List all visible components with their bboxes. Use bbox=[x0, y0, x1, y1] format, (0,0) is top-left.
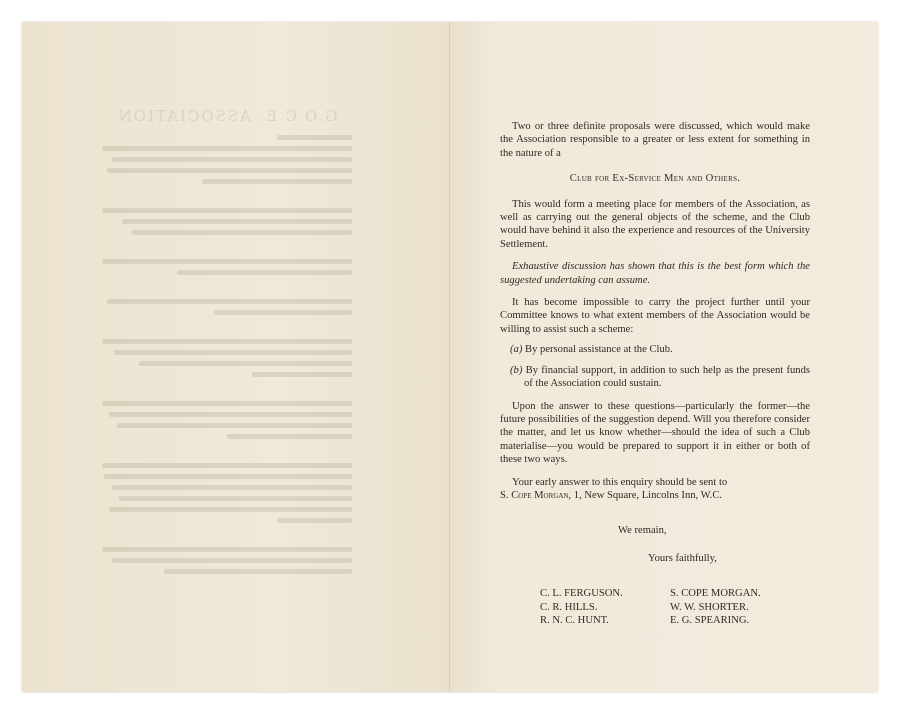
signatory-name: S. COPE MORGAN. bbox=[670, 588, 761, 600]
ghost-title: G.O.C.E. ASSOCIATION bbox=[116, 107, 338, 125]
ghost-line bbox=[102, 146, 352, 151]
ghost-line bbox=[202, 179, 352, 184]
right-page bbox=[450, 22, 878, 692]
ghost-line bbox=[115, 350, 353, 355]
reply-address bbox=[500, 489, 810, 502]
ghost-line bbox=[102, 339, 352, 344]
bleed-through-text bbox=[102, 107, 352, 627]
ghost-line bbox=[102, 259, 352, 264]
ghost-line bbox=[277, 135, 352, 140]
paragraph-questions: Upon the answer to these questions—particularly the former—the future possibilities of the suggestion depend. Will you therefore consider the matter, and let us know whether—should the idea of such a Club materialise—you would be prepared to support it in either or both of these two ways. bbox=[500, 400, 810, 466]
club-heading: Club for Ex-Service Men and Others. bbox=[569, 173, 741, 185]
signatories-right-column bbox=[670, 587, 796, 627]
item-a-marker: (a) bbox=[510, 344, 523, 356]
ghost-line bbox=[110, 507, 353, 512]
ghost-line bbox=[102, 547, 352, 552]
ghost-line bbox=[140, 361, 353, 366]
intro-paragraph: Two or three definite proposals were discussed, which would make the Association responsible to a greater or less extent for something in the nature of a bbox=[500, 121, 810, 159]
signatories bbox=[500, 587, 810, 627]
paragraph-early-answer: Your early answer to this enquiry should be sent to bbox=[512, 476, 728, 488]
ghost-line bbox=[105, 474, 353, 479]
ghost-line bbox=[102, 463, 352, 468]
item-a-text: By personal assistance at the Club. bbox=[525, 344, 673, 356]
address-rest: 1, New Square, Lincolns Inn, W.C. bbox=[571, 489, 723, 501]
signatory-name: C. R. HILLS. bbox=[540, 601, 598, 613]
ghost-line bbox=[122, 219, 352, 224]
sign-off: Yours faithfully, bbox=[648, 552, 717, 564]
left-page bbox=[22, 22, 450, 692]
ghost-line bbox=[112, 558, 352, 563]
list-item-a bbox=[500, 343, 810, 356]
ghost-line bbox=[215, 310, 353, 315]
ghost-line bbox=[132, 230, 352, 235]
ghost-line bbox=[117, 423, 352, 428]
list-item-b bbox=[500, 364, 810, 391]
ghost-line bbox=[120, 496, 353, 501]
ghost-line bbox=[177, 270, 352, 275]
ghost-line bbox=[277, 518, 352, 523]
folded-leaflet bbox=[22, 22, 878, 692]
signatory-name: R. N. C. HUNT. bbox=[540, 614, 609, 626]
paragraph-meeting-place: This would form a meeting place for members of the Association, as well as carrying out the general objects of the scheme, and the Club would have behind it also the experience and resources of the University Settlement. bbox=[500, 198, 810, 250]
ghost-line bbox=[165, 569, 353, 574]
ghost-line bbox=[107, 299, 352, 304]
item-b-marker: (b) bbox=[510, 364, 523, 376]
ghost-line bbox=[112, 157, 352, 162]
paragraph-committee: It has become impossible to carry the project further until your Committee knows to what extent members of the Association would be willing to assist such a scheme: bbox=[500, 297, 810, 335]
signatory-name: E. G. SPEARING. bbox=[670, 614, 750, 626]
closing-we-remain: We remain, bbox=[618, 525, 667, 537]
ghost-line bbox=[112, 485, 352, 490]
ghost-line bbox=[102, 401, 352, 406]
signatories-left-column bbox=[540, 587, 666, 627]
ghost-line bbox=[252, 372, 352, 377]
ghost-line bbox=[102, 208, 352, 213]
item-b-text: By financial support, in addition to such help as the present funds of the Association could sustain. bbox=[524, 364, 810, 390]
signatory-name: C. L. FERGUSON. bbox=[540, 588, 623, 600]
ghost-line bbox=[110, 412, 353, 417]
address-name: S. Cope Morgan, bbox=[500, 489, 572, 501]
letter-body bbox=[500, 120, 810, 627]
ghost-line bbox=[107, 168, 352, 173]
signatory-name: W. W. SHORTER. bbox=[670, 601, 749, 613]
ghost-line bbox=[227, 434, 352, 439]
paragraph-exhaustive-discussion: Exhaustive discussion has shown that this is the best form which the suggested undertaking can assume. bbox=[500, 261, 810, 286]
